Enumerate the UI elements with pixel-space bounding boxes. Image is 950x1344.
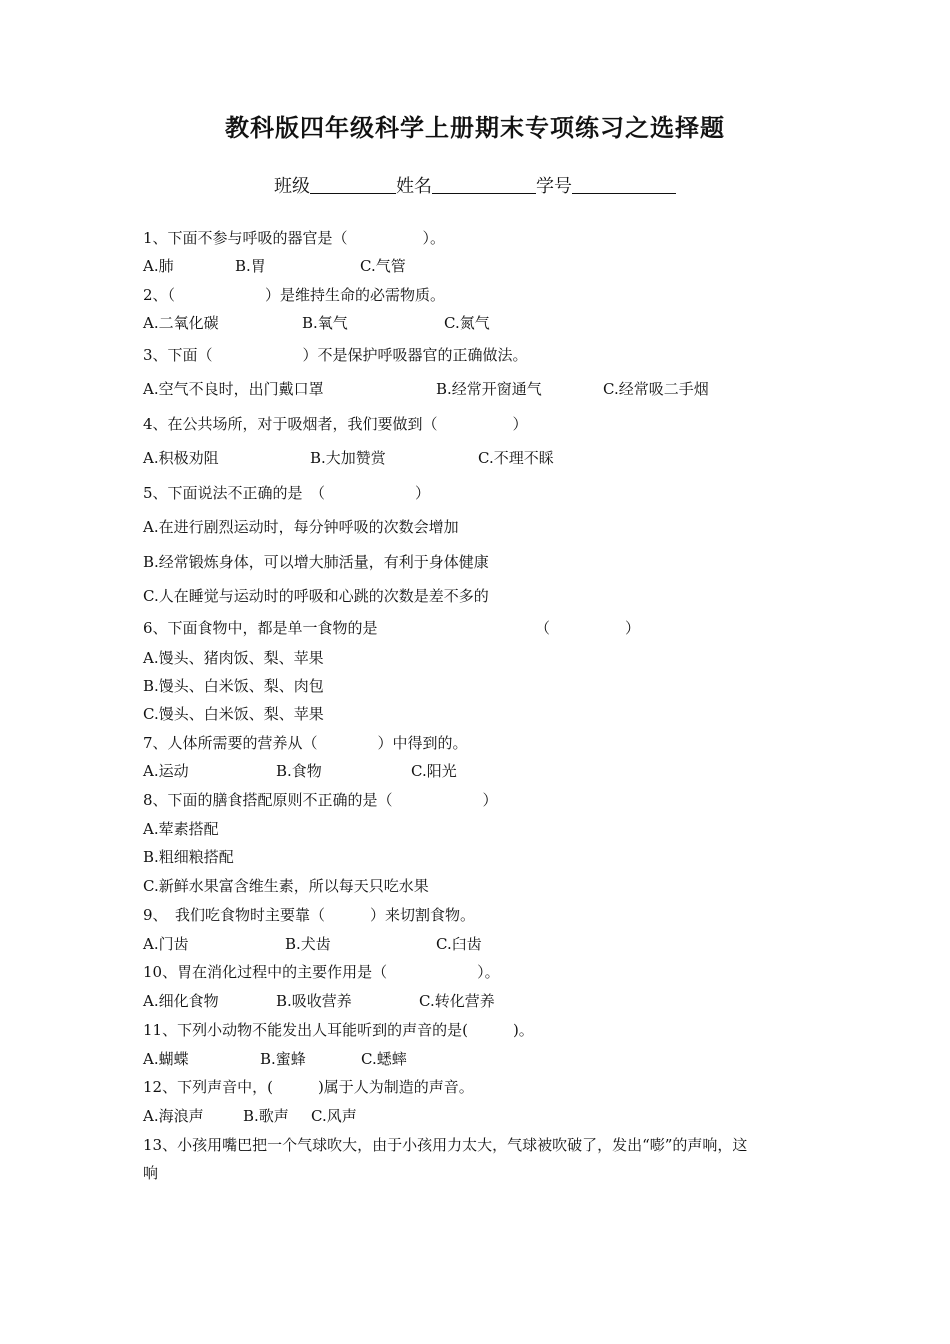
question-10-option-a: A.细化食物 (143, 992, 219, 1010)
question-12: 12、下列声音中，( )属于人为制造的声音。 (143, 1078, 474, 1096)
question-8-option-a: A.荤素搭配 (143, 820, 219, 838)
question-11-option-a: A.蝴蝶 (143, 1050, 189, 1068)
question-13-continuation: 响 (143, 1164, 159, 1182)
question-3-option-c: C.经常吸二手烟 (603, 380, 709, 398)
question-9-option-a: A.门齿 (143, 935, 189, 953)
question-5: 5、下面说法不正确的是 （ ） (143, 484, 431, 502)
question-2: 2、（ ）是维持生命的必需物质。 (143, 286, 446, 304)
question-1: 1、下面不参与呼吸的器官是（ ）。 (143, 229, 446, 247)
id-label: 学号 (536, 176, 572, 197)
question-11-option-c: C.蟋蟀 (361, 1050, 407, 1068)
question-5-option-b: B.经常锻炼身体，可以增大肺活量，有利于身体健康 (143, 553, 489, 571)
document-title: 教科版四年级科学上册期末专项练习之选择题 (225, 113, 725, 142)
question-6-option-c: C.馒头、白米饭、梨、苹果 (143, 705, 324, 723)
name-label: 姓名 (396, 176, 432, 197)
class-blank[interactable] (310, 173, 396, 194)
question-6-option-b: B.馒头、白米饭、梨、肉包 (143, 677, 324, 695)
question-7-option-a: A.运动 (143, 762, 189, 780)
question-9: 9、 我们吃食物时主要靠（ ）来切割食物。 (143, 906, 476, 924)
question-1-option-b: B.胃 (235, 257, 266, 275)
question-10-option-c: C.转化营养 (419, 992, 495, 1010)
question-7-option-c: C.阳光 (411, 762, 457, 780)
question-2-option-a: A.二氧化碳 (143, 314, 219, 332)
question-1-option-c: C.气管 (360, 257, 406, 275)
question-8-option-b: B.粗细粮搭配 (143, 848, 234, 866)
question-13: 13、小孩用嘴巴把一个气球吹大，由于小孩用力太大，气球被吹破了，发出“嘭”的声响，这 (143, 1136, 748, 1154)
id-blank[interactable] (572, 173, 676, 194)
question-4-option-c: C.不理不睬 (478, 449, 554, 467)
name-blank[interactable] (432, 173, 536, 194)
question-4: 4、在公共场所，对于吸烟者，我们要做到（ ） (143, 415, 528, 433)
question-12-option-b: B.歌声 (243, 1107, 289, 1125)
question-10: 10、胃在消化过程中的主要作用是（ ）。 (143, 963, 500, 981)
question-11-option-b: B.蜜蜂 (260, 1050, 306, 1068)
student-info-line (0, 172, 950, 198)
question-3: 3、下面（ ）不是保护呼吸器官的正确做法。 (143, 346, 528, 364)
question-10-option-b: B.吸收营养 (276, 992, 352, 1010)
question-11: 11、下列小动物不能发出人耳能听到的声音的是( )。 (143, 1021, 534, 1039)
question-7-option-b: B.食物 (276, 762, 322, 780)
question-8-option-c: C.新鲜水果富含维生素，所以每天只吃水果 (143, 877, 429, 895)
question-2-option-b: B.氧气 (302, 314, 348, 332)
question-5-option-a: A.在进行剧烈运动时，每分钟呼吸的次数会增加 (143, 518, 459, 536)
question-4-option-a: A.积极劝阻 (143, 449, 219, 467)
question-7: 7、人体所需要的营养从（ ）中得到的。 (143, 734, 468, 752)
question-6: 6、下面食物中，都是单一食物的是 （ ） (143, 619, 641, 637)
question-2-option-c: C.氮气 (444, 314, 490, 332)
question-8: 8、下面的膳食搭配原则不正确的是（ ） (143, 791, 498, 809)
question-1-option-a: A.肺 (143, 257, 174, 275)
question-3-option-b: B.经常开窗通气 (436, 380, 542, 398)
question-4-option-b: B.大加赞赏 (310, 449, 386, 467)
question-3-option-a: A.空气不良时，出门戴口罩 (143, 380, 324, 398)
question-12-option-c: C.风声 (311, 1107, 357, 1125)
question-9-option-c: C.臼齿 (436, 935, 482, 953)
question-6-option-a: A.馒头、猪肉饭、梨、苹果 (143, 649, 324, 667)
class-label: 班级 (274, 176, 310, 197)
question-9-option-b: B.犬齿 (285, 935, 331, 953)
question-5-option-c: C.人在睡觉与运动时的呼吸和心跳的次数是差不多的 (143, 587, 489, 605)
question-12-option-a: A.海浪声 (143, 1107, 204, 1125)
